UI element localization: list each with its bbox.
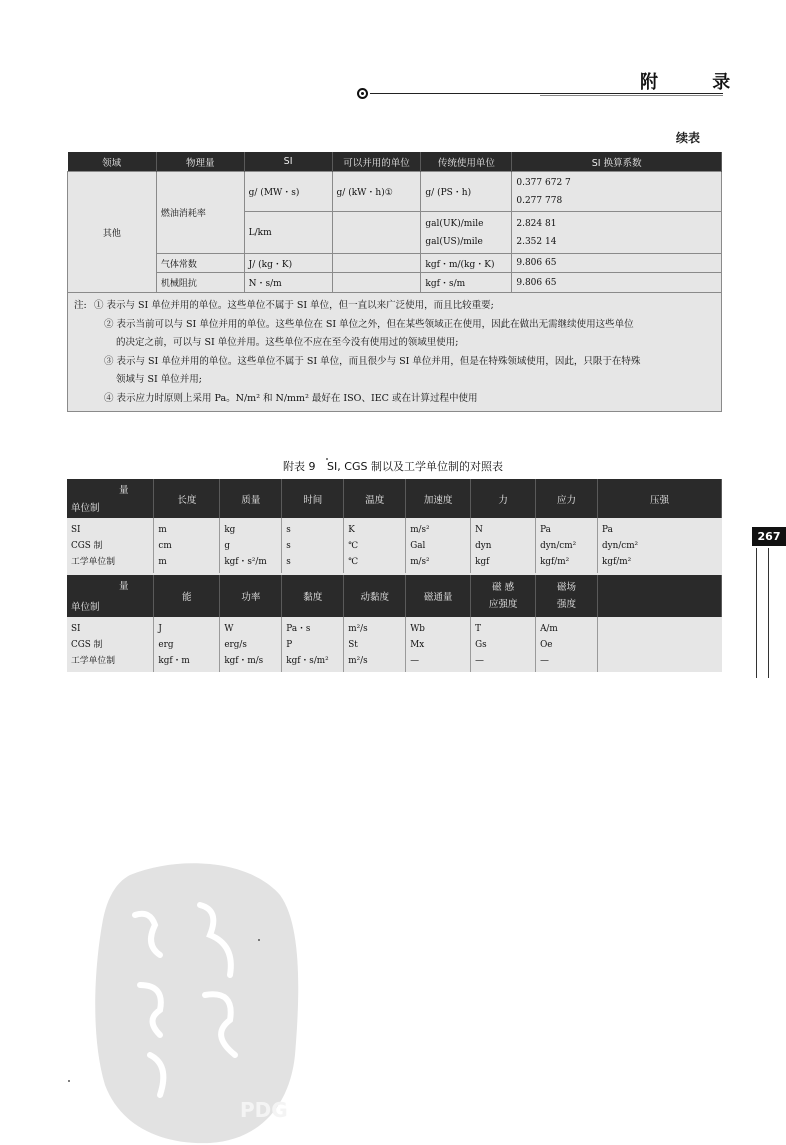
stress-cell: dyn/cm²: [536, 538, 598, 554]
table-caption: [0, 458, 786, 474]
caption-text: SI, CGS 制以及工学单位制的对照表: [327, 460, 503, 473]
empty-cell: [598, 653, 722, 672]
scan-speck: [258, 939, 260, 941]
col-header-force: 力: [471, 479, 536, 518]
col-header-si: SI: [244, 152, 332, 172]
col-header-stress: 应力: [536, 479, 598, 518]
factor-value: 2.352 14: [516, 236, 557, 247]
magnetic-flux-cell: Wb: [406, 617, 471, 637]
system-cell: SI: [67, 617, 154, 637]
col-header-si-factor: SI 换算系数: [512, 152, 722, 172]
length-cell: m: [154, 554, 220, 574]
flux-density-cell: T: [471, 617, 536, 637]
corner-quantity: 量: [119, 485, 129, 496]
table-row: [68, 172, 722, 212]
pressure-cell: dyn/cm²: [598, 538, 722, 554]
col-header-viscosity: 黏度: [282, 574, 344, 617]
table-row: [67, 653, 722, 672]
factor-value: 0.277 778: [516, 195, 563, 206]
kinematic-viscosity-cell: St: [344, 637, 406, 653]
traditional-value: gal(US)/mile: [425, 236, 483, 247]
col-header-traditional-units: 传统使用单位: [421, 152, 512, 172]
mass-cell: g: [220, 538, 282, 554]
time-cell: s: [282, 538, 344, 554]
note-3: ③ 表示与 SI 单位并用的单位。这些单位不属于 SI 单位，而且很少与 SI 单位并用，但是在特殊领域使用，因此，只限于在特殊: [104, 355, 641, 367]
scan-speck: [68, 1080, 70, 1082]
col-header-power: 功率: [220, 574, 282, 617]
table1-header-row: [68, 152, 722, 172]
quantity-cell: 燃油消耗率: [156, 172, 244, 254]
note-2: ② 表示当前可以与 SI 单位并用的单位。这些单位在 SI 单位之外，但在某些领域正在使用，因此在做出无需继续使用这些单位: [104, 318, 634, 330]
system-cell: 工学单位制: [67, 554, 154, 574]
si-cell: J/ (kg・K): [244, 254, 332, 273]
empty-cell: [598, 617, 722, 637]
notes-row: [68, 293, 722, 412]
margin-rule: [756, 548, 757, 678]
length-cell: m: [154, 518, 220, 538]
force-cell: kgf: [471, 554, 536, 574]
table2-header-row-2: [67, 574, 722, 617]
allowed-cell: [332, 273, 421, 293]
caption-label: 附表 9: [283, 460, 316, 473]
allowed-cell: g/ (kW・h)①: [332, 172, 421, 212]
corner-header: [67, 479, 154, 518]
header-bullet-icon: [357, 88, 368, 99]
table-row: [67, 554, 722, 574]
flux-density-cell: Gs: [471, 637, 536, 653]
time-cell: s: [282, 518, 344, 538]
field-strength-cell: A/m: [536, 617, 598, 637]
col-header-pressure: 压强: [598, 479, 722, 518]
stress-cell: kgf/m²: [536, 554, 598, 574]
col-header-allowed-units: 可以并用的单位: [332, 152, 421, 172]
col-header-length: 长度: [154, 479, 220, 518]
corner-unit-system: 单位制: [71, 602, 100, 613]
traditional-cell: [421, 212, 512, 254]
system-cell: 工学单位制: [67, 653, 154, 672]
scan-speck: [326, 458, 328, 460]
length-cell: cm: [154, 538, 220, 554]
energy-cell: erg: [154, 637, 220, 653]
magnetic-flux-cell: Mx: [406, 637, 471, 653]
kinematic-viscosity-cell: m²/s: [344, 617, 406, 637]
temperature-cell: ℃: [344, 538, 406, 554]
quantity-cell: 机械阻抗: [156, 273, 244, 293]
viscosity-cell: Pa・s: [282, 617, 344, 637]
factor-cell: 9.806 65: [512, 273, 722, 293]
header-line: 磁 感: [492, 582, 515, 593]
continued-label: 续表: [676, 131, 701, 145]
table-row: [68, 273, 722, 293]
si-cell: N・s/m: [244, 273, 332, 293]
note-1: [74, 297, 715, 316]
col-header-domain: 领域: [68, 152, 157, 172]
force-cell: N: [471, 518, 536, 538]
notes-label: 注:: [74, 300, 87, 311]
traditional-cell: kgf・m/(kg・K): [421, 254, 512, 273]
notes-cell: [68, 293, 722, 412]
col-header-magnetic-flux: 磁通量: [406, 574, 471, 617]
pressure-cell: Pa: [598, 518, 722, 538]
mass-cell: kg: [220, 518, 282, 538]
note-4: ④ 表示应力时原则上采用 Pa。N/m² 和 N/mm² 最好在 ISO、IEC 或在计算过程中使用: [104, 392, 478, 404]
note-1-text: ① 表示与 SI 单位并用的单位。这些单位不属于 SI 单位，但一直以来广泛使用，而且比较重要;: [94, 300, 494, 311]
col-header-mass: 质量: [220, 479, 282, 518]
acceleration-cell: Gal: [406, 538, 471, 554]
factor-value: 2.824 81: [516, 218, 557, 229]
note-3-continued: 领域与 SI 单位并用;: [116, 374, 203, 385]
margin-rule: [768, 548, 769, 678]
col-header-flux-density: [471, 574, 536, 617]
col-header-temperature: 温度: [344, 479, 406, 518]
field-strength-cell: Oe: [536, 637, 598, 653]
table-row: [67, 617, 722, 637]
col-header-empty: [598, 574, 722, 617]
stress-cell: Pa: [536, 518, 598, 538]
corner-header-2: [67, 574, 154, 617]
energy-cell: kgf・m: [154, 653, 220, 672]
field-strength-cell: —: [536, 653, 598, 672]
factor-cell: [512, 172, 722, 212]
factor-cell: 9.806 65: [512, 254, 722, 273]
si-conversion-table-continued: [67, 152, 722, 412]
col-header-time: 时间: [282, 479, 344, 518]
allowed-cell: [332, 254, 421, 273]
flux-density-cell: —: [471, 653, 536, 672]
traditional-cell: kgf・s/m: [421, 273, 512, 293]
magnetic-flux-cell: —: [406, 653, 471, 672]
table-row: [67, 518, 722, 538]
power-cell: W: [220, 617, 282, 637]
system-cell: CGS 制: [67, 637, 154, 653]
traditional-cell: g/ (PS・h): [421, 172, 512, 212]
col-header-quantity: 物理量: [156, 152, 244, 172]
header-line: 应强度: [488, 599, 518, 610]
unit-system-comparison-table: [67, 479, 722, 672]
acceleration-cell: m/s²: [406, 554, 471, 574]
page-number-tab: 267: [752, 527, 786, 546]
empty-cell: [598, 637, 722, 653]
mass-cell: kgf・s²/m: [220, 554, 282, 574]
kinematic-viscosity-cell: m²/s: [344, 653, 406, 672]
allowed-cell: [332, 212, 421, 254]
col-header-acceleration: 加速度: [406, 479, 471, 518]
power-cell: kgf・m/s: [220, 653, 282, 672]
acceleration-cell: m/s²: [406, 518, 471, 538]
domain-cell: 其他: [68, 172, 157, 293]
section-title: 附 录: [640, 72, 755, 93]
header-line: 强度: [557, 599, 577, 610]
system-cell: SI: [67, 518, 154, 538]
factor-cell: [512, 212, 722, 254]
pressure-cell: kgf/m²: [598, 554, 722, 574]
time-cell: s: [282, 554, 344, 574]
system-cell: CGS 制: [67, 538, 154, 554]
table-row: [68, 254, 722, 273]
col-header-field-strength: [536, 574, 598, 617]
viscosity-cell: P: [282, 637, 344, 653]
corner-unit-system: 单位制: [71, 503, 100, 514]
si-cell: L/km: [244, 212, 332, 254]
force-cell: dyn: [471, 538, 536, 554]
header-rule-secondary: [540, 95, 723, 96]
col-header-energy: 能: [154, 574, 220, 617]
table2-header-row-1: [67, 479, 722, 518]
energy-cell: J: [154, 617, 220, 637]
corner-quantity: 量: [119, 581, 129, 592]
temperature-cell: K: [344, 518, 406, 538]
table-row: [67, 637, 722, 653]
power-cell: erg/s: [220, 637, 282, 653]
table-row: [67, 538, 722, 554]
traditional-value: gal(UK)/mile: [425, 218, 484, 229]
factor-value: 0.377 672 7: [516, 177, 571, 188]
header-rule: [370, 93, 723, 94]
si-cell: g/ (MW・s): [244, 172, 332, 212]
note-2-continued: 的决定之前，可以与 SI 单位并用。这些单位不应在至今没有使用过的领域里使用;: [116, 337, 459, 348]
watermark-text: PDG: [240, 1098, 288, 1122]
header-line: 磁场: [557, 582, 577, 593]
quantity-cell: 气体常数: [156, 254, 244, 273]
watermark-seal-icon: [90, 855, 305, 1145]
temperature-cell: ℃: [344, 554, 406, 574]
viscosity-cell: kgf・s/m²: [282, 653, 344, 672]
col-header-kinematic-viscosity: 动黏度: [344, 574, 406, 617]
